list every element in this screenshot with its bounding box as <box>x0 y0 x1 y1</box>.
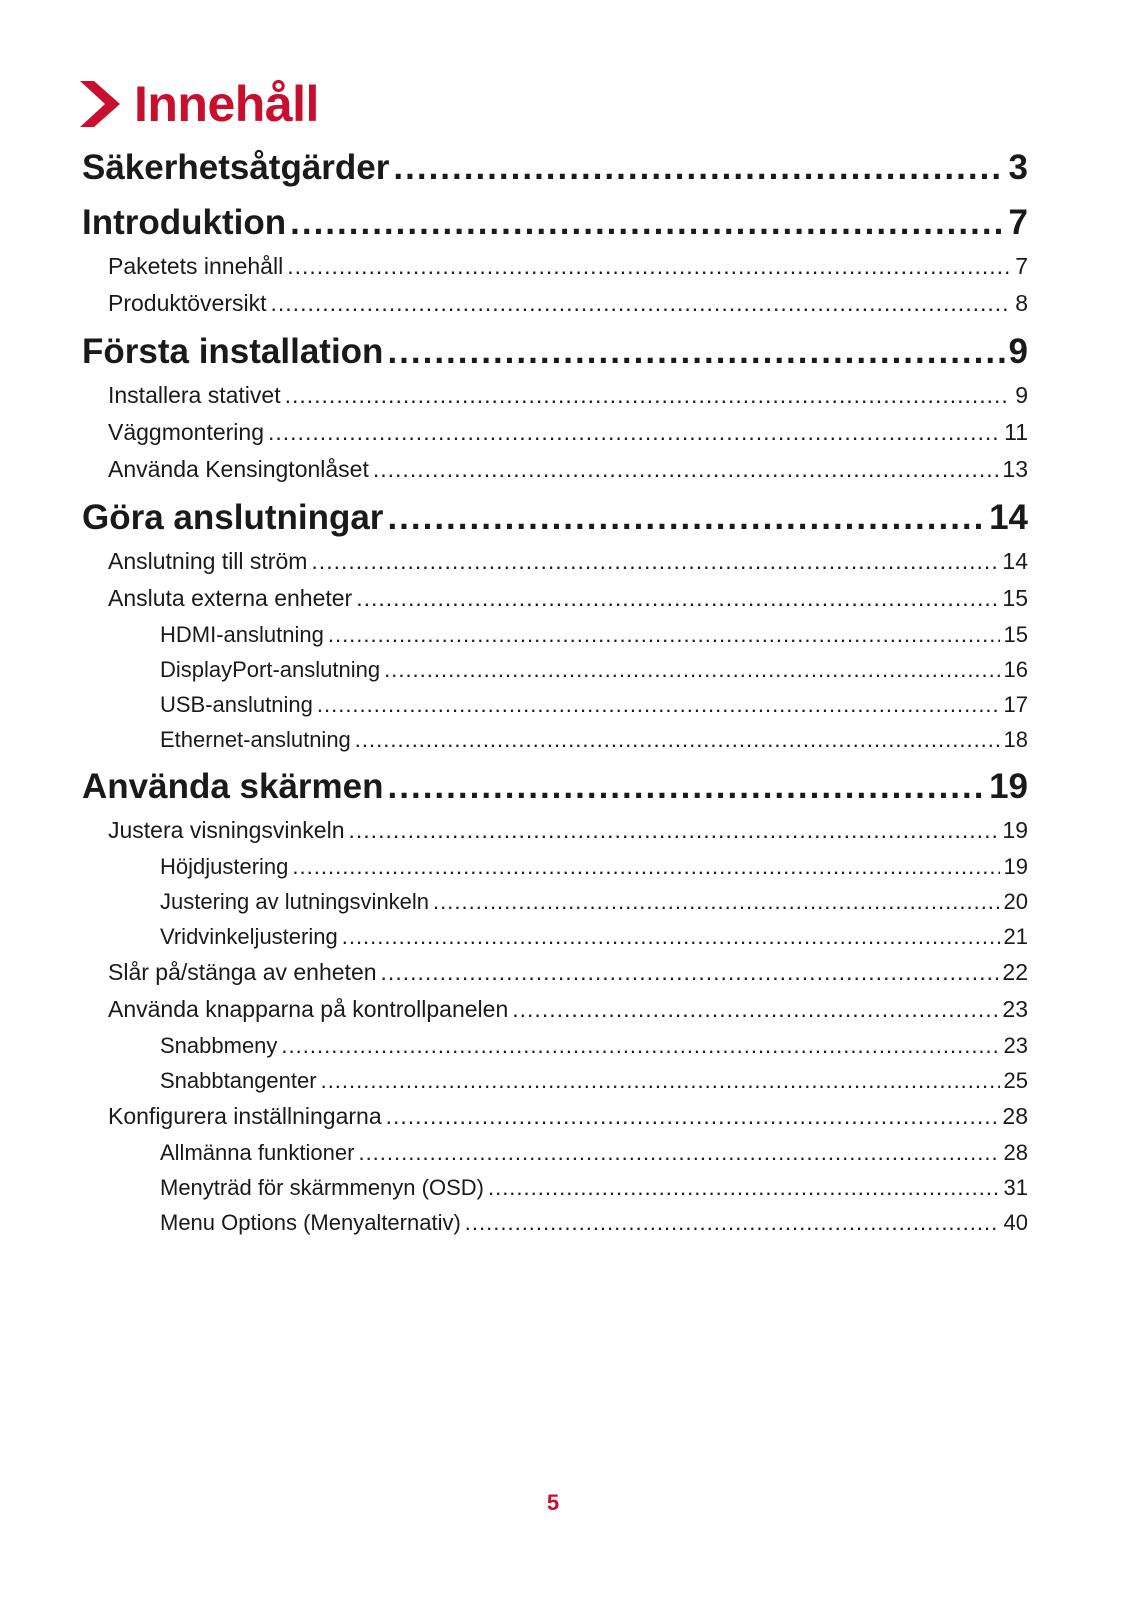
toc-entry-label: Väggmontering <box>108 419 264 445</box>
toc-entry[interactable] <box>82 543 1028 580</box>
toc-entry-page: 18 <box>1003 727 1028 752</box>
page-header <box>80 72 319 136</box>
dot-leader <box>285 377 1012 414</box>
toc-entry-label: Göra anslutningar <box>82 498 384 537</box>
toc-entry[interactable] <box>82 248 1028 285</box>
toc-entry-label: Installera stativet <box>108 382 281 408</box>
toc-entry-label: Justera visningsvinkeln <box>108 817 345 843</box>
chevron-right-icon <box>80 81 120 127</box>
toc-entry-page: 28 <box>1003 1140 1028 1165</box>
toc-entry[interactable] <box>82 451 1028 488</box>
dot-leader <box>358 1135 999 1170</box>
toc-entry-label: Justering av lutningsvinkeln <box>160 889 430 914</box>
toc-entry[interactable] <box>82 493 1028 543</box>
toc-entry-page: 19 <box>1002 817 1028 843</box>
toc-entry[interactable] <box>82 143 1028 193</box>
toc-entry-label: USB-anslutning <box>160 692 313 717</box>
toc-entry[interactable] <box>82 1063 1028 1098</box>
page-number: 5 <box>546 1490 560 1515</box>
dot-leader <box>281 1028 999 1063</box>
toc-entry-page: 3 <box>1008 148 1028 187</box>
toc-entry-page: 40 <box>1003 1210 1028 1235</box>
toc-entry-label: Första installation <box>82 332 384 371</box>
toc-entry-page: 14 <box>1002 548 1028 574</box>
toc-entry[interactable] <box>82 687 1028 722</box>
toc-entry-label: Produktöversikt <box>108 290 267 316</box>
toc-entry-label: DisplayPort-anslutning <box>160 657 381 682</box>
toc-entry-page: 7 <box>1015 253 1028 279</box>
dot-leader <box>512 991 998 1028</box>
toc-entry-label: Menu Options (Menyalternativ) <box>160 1210 461 1235</box>
dot-leader <box>384 652 999 687</box>
toc-entry[interactable] <box>82 849 1028 884</box>
toc-entry[interactable] <box>82 1205 1028 1240</box>
dot-leader <box>321 1063 1000 1098</box>
toc-entry[interactable] <box>82 652 1028 687</box>
toc-entry-page: 25 <box>1003 1068 1028 1093</box>
toc-entry-page: 28 <box>1002 1103 1028 1129</box>
toc-entry[interactable] <box>82 327 1028 377</box>
dot-leader <box>488 1170 1000 1205</box>
toc-entry-label: Använda skärmen <box>82 767 384 806</box>
dot-leader <box>290 198 1004 248</box>
toc-entry-label: Introduktion <box>82 203 287 242</box>
toc-entry-label: Slår på/stänga av enheten <box>108 959 377 985</box>
toc-entry-label: Konfigurera inställningarna <box>108 1103 382 1129</box>
dot-leader <box>388 762 986 812</box>
toc-entry-label: Använda Kensingtonlåset <box>108 456 369 482</box>
toc-entry-page: 15 <box>1003 622 1028 647</box>
toc-entry[interactable] <box>82 954 1028 991</box>
toc-entry[interactable] <box>82 198 1028 248</box>
toc-entry-label: Snabbmeny <box>160 1033 278 1058</box>
toc-entry[interactable] <box>82 762 1028 812</box>
dot-leader <box>268 414 1000 451</box>
toc-entry[interactable] <box>82 1028 1028 1063</box>
toc-entry-label: Paketets innehåll <box>108 253 284 279</box>
dot-leader <box>387 327 1004 377</box>
toc-entry-page: 17 <box>1003 692 1028 717</box>
toc-entry[interactable] <box>82 617 1028 652</box>
toc-entry[interactable] <box>82 285 1028 322</box>
dot-leader <box>387 493 985 543</box>
toc-entry[interactable] <box>82 1135 1028 1170</box>
dot-leader <box>386 1098 999 1135</box>
toc-entry[interactable] <box>82 991 1028 1028</box>
toc-entry-page: 23 <box>1002 996 1028 1022</box>
dot-leader <box>433 884 999 919</box>
toc-entry-label: Använda knapparna på kontrollpanelen <box>108 996 509 1022</box>
toc-entry-page: 7 <box>1008 203 1028 242</box>
toc-entry-page: 31 <box>1003 1175 1028 1200</box>
dot-leader <box>311 543 998 580</box>
page-title: Innehåll <box>134 76 319 132</box>
toc-entry-page: 9 <box>1015 382 1028 408</box>
toc-entry-label: HDMI-anslutning <box>160 622 324 647</box>
toc-entry[interactable] <box>82 919 1028 954</box>
toc-entry[interactable] <box>82 722 1028 757</box>
toc-entry-label: Menyträd för skärmmenyn (OSD) <box>160 1175 484 1200</box>
toc-entry-label: Ethernet-anslutning <box>160 727 351 752</box>
toc-entry-label: Allmänna funktioner <box>160 1140 355 1165</box>
dot-leader <box>373 451 999 488</box>
toc-entry-label: Säkerhetsåtgärder <box>82 148 390 187</box>
toc-entry-page: 11 <box>1004 419 1028 445</box>
dot-leader <box>355 722 1000 757</box>
table-of-contents <box>82 138 1028 1240</box>
dot-leader <box>381 954 999 991</box>
toc-entry[interactable] <box>82 580 1028 617</box>
toc-entry-page: 14 <box>989 498 1028 537</box>
toc-entry-page: 8 <box>1015 290 1028 316</box>
toc-entry[interactable] <box>82 414 1028 451</box>
toc-entry-label: Höjdjustering <box>160 854 289 879</box>
toc-entry[interactable] <box>82 812 1028 849</box>
toc-entry[interactable] <box>82 1170 1028 1205</box>
toc-entry-page: 21 <box>1003 924 1028 949</box>
toc-entry-page: 16 <box>1003 657 1028 682</box>
toc-entry-page: 20 <box>1003 889 1028 914</box>
toc-entry-label: Vridvinkeljustering <box>160 924 338 949</box>
toc-entry[interactable] <box>82 884 1028 919</box>
toc-entry-page: 15 <box>1002 585 1028 611</box>
dot-leader <box>271 285 1012 322</box>
dot-leader <box>393 143 1004 193</box>
toc-entry-label: Snabbtangenter <box>160 1068 317 1093</box>
toc-entry-page: 13 <box>1002 456 1028 482</box>
toc-entry-page: 19 <box>989 767 1028 806</box>
dot-leader <box>342 919 1000 954</box>
dot-leader <box>465 1205 1000 1240</box>
dot-leader <box>349 812 999 849</box>
toc-entry[interactable] <box>82 1098 1028 1135</box>
toc-entry-page: 22 <box>1002 959 1028 985</box>
toc-entry-label: Anslutning till ström <box>108 548 308 574</box>
toc-entry-label: Ansluta externa enheter <box>108 585 353 611</box>
toc-entry-page: 23 <box>1003 1033 1028 1058</box>
dot-leader <box>328 617 1000 652</box>
dot-leader <box>317 687 1000 722</box>
toc-entry[interactable] <box>82 377 1028 414</box>
toc-entry-page: 9 <box>1008 332 1028 371</box>
dot-leader <box>356 580 998 617</box>
dot-leader <box>292 849 999 884</box>
dot-leader <box>287 248 1011 285</box>
toc-entry-page: 19 <box>1003 854 1028 879</box>
